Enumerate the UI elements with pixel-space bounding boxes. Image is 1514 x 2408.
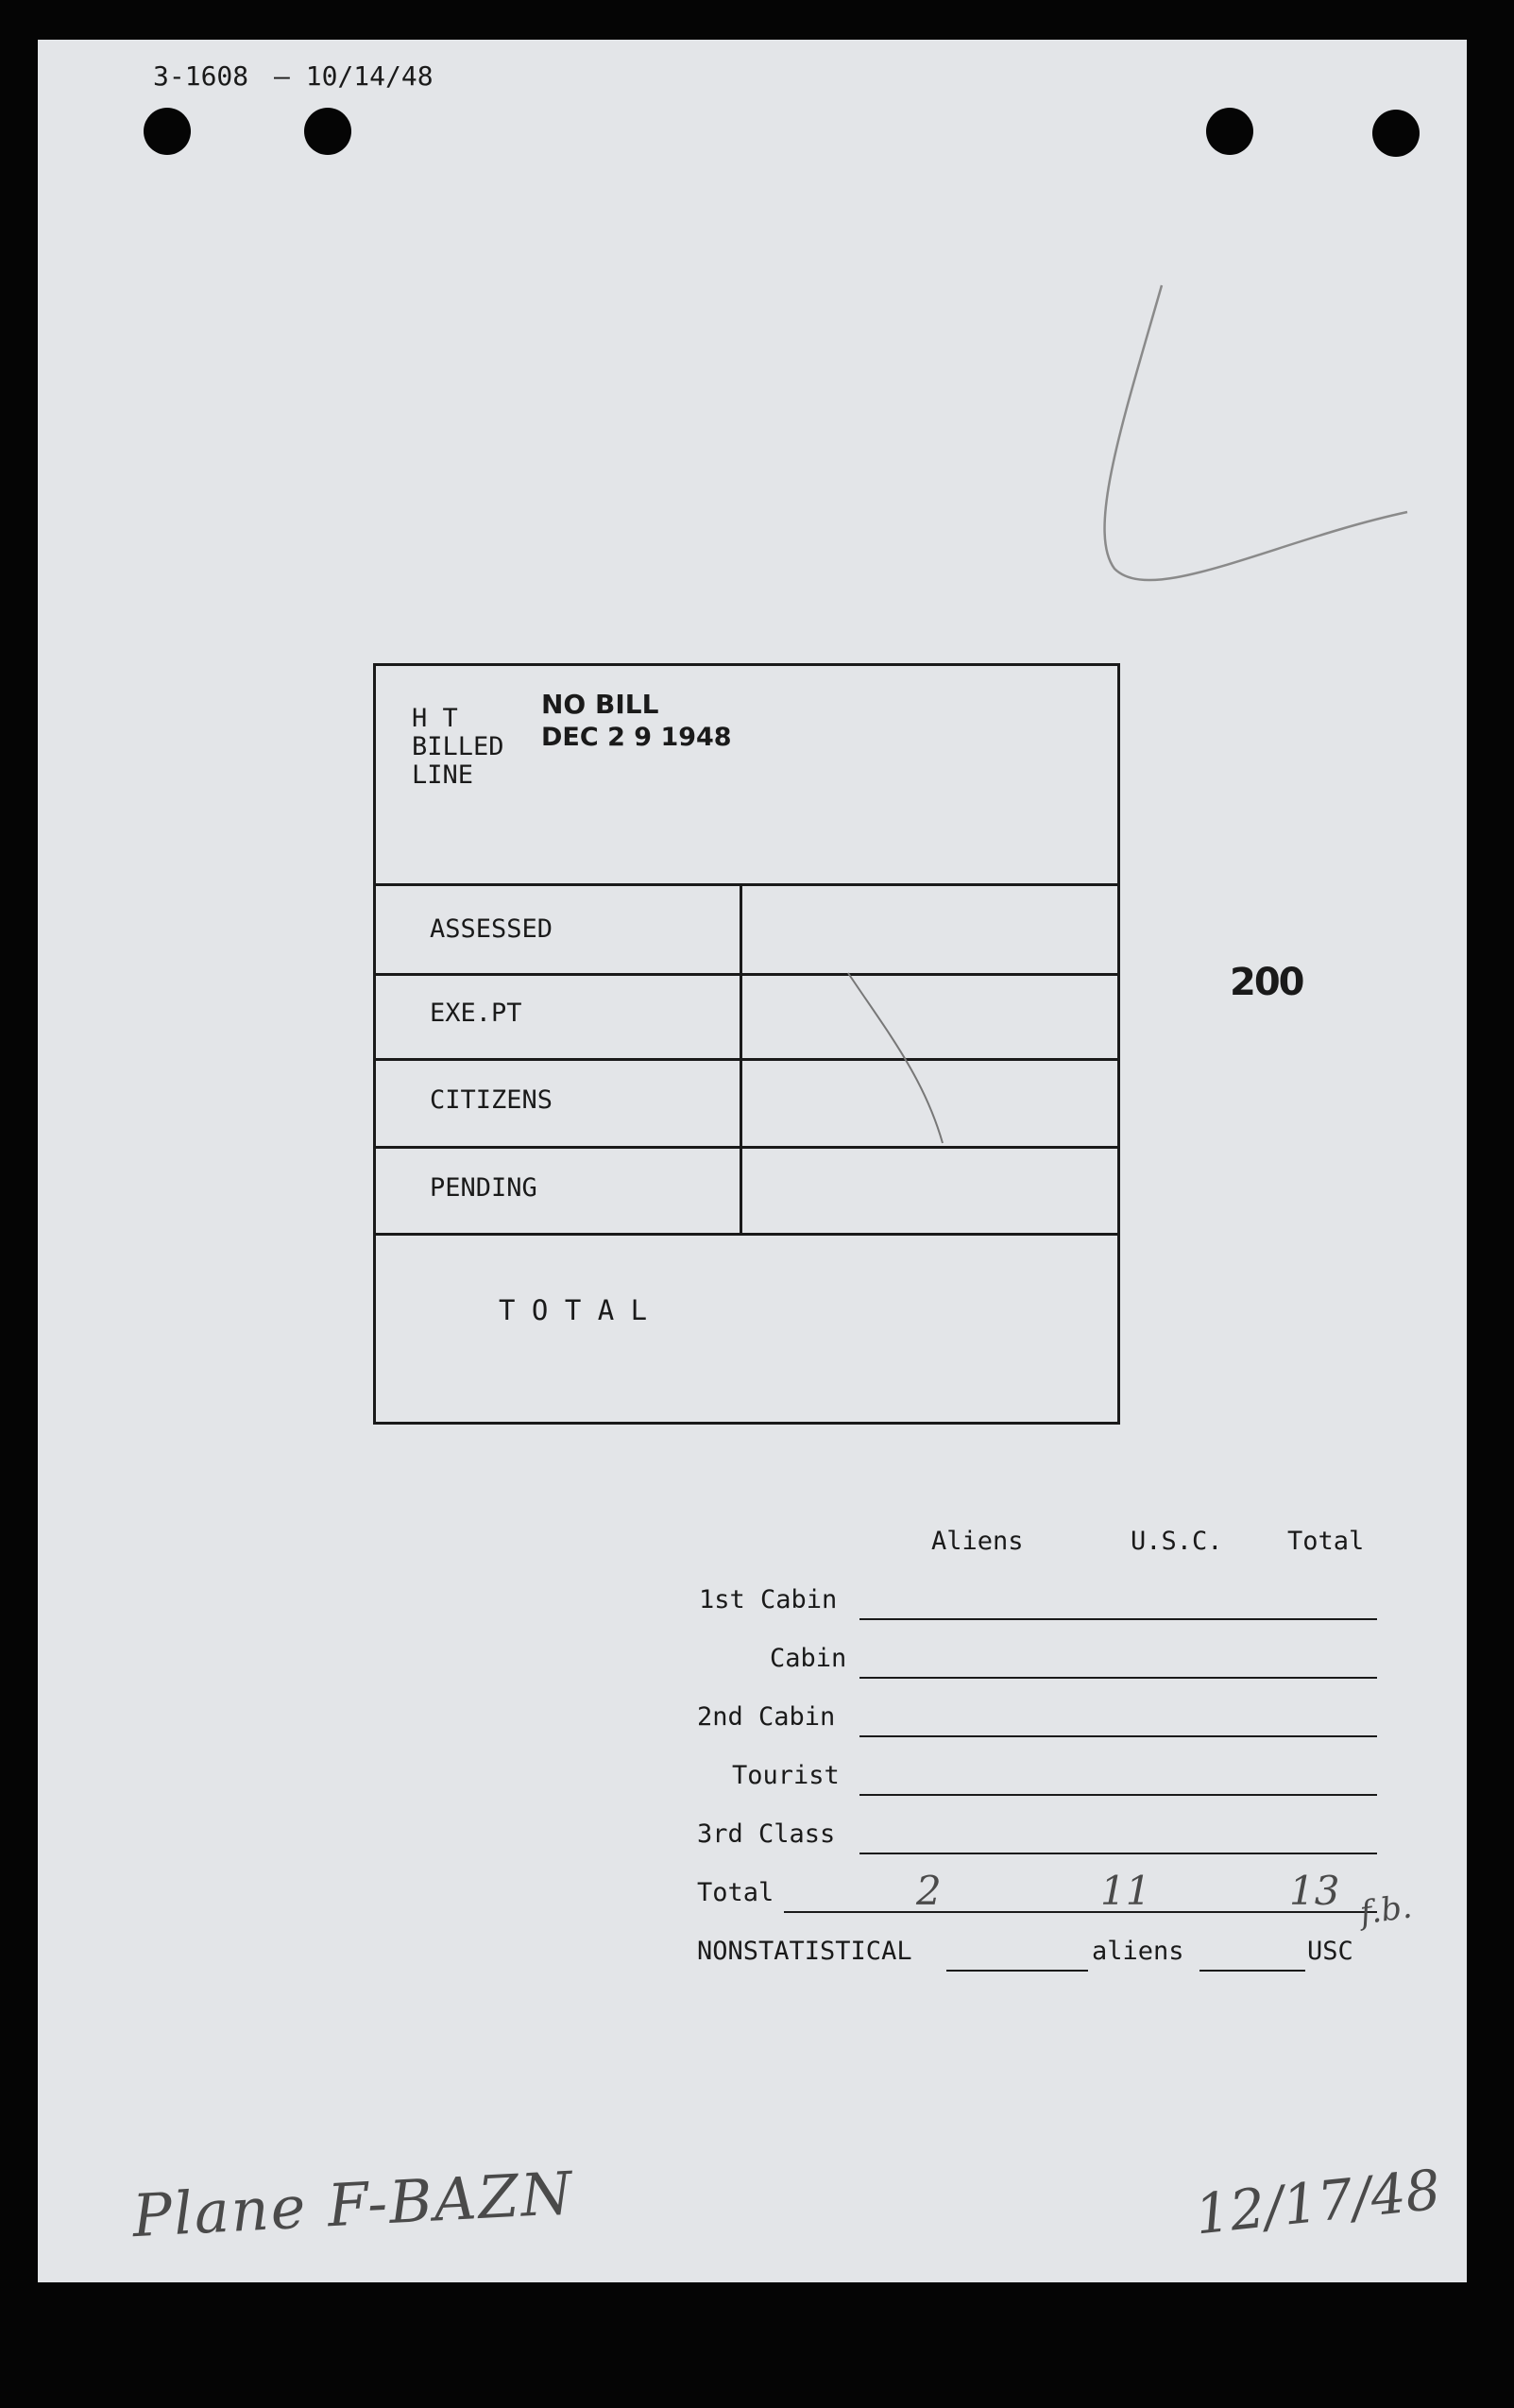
row-citizens: CITIZENS — [430, 1085, 553, 1115]
row-cabin: Cabin — [770, 1644, 847, 1673]
punch-hole — [304, 108, 351, 155]
date-handwriting: 12/17/48 — [1192, 2157, 1444, 2247]
pencil-mark — [1039, 229, 1454, 625]
row-assessed: ASSESSED — [430, 914, 553, 944]
pencil-tick — [839, 964, 961, 1153]
plane-handwriting: Plane F-BAZN — [130, 2158, 576, 2251]
form-number: 3-1608 — [153, 60, 249, 92]
col-aliens: Aliens — [931, 1527, 1024, 1556]
total-total-value: 13 — [1289, 1868, 1340, 1914]
row-exempt: EXE.PT — [430, 999, 522, 1028]
manifest-box — [373, 663, 1120, 1425]
document-page — [38, 40, 1467, 2282]
side-number: 200 — [1230, 961, 1303, 1004]
row-3rd-class: 3rd Class — [697, 1819, 836, 1849]
nonstat-aliens-label: aliens — [1092, 1937, 1184, 1966]
stamp-date: DEC 2 9 1948 — [541, 723, 732, 752]
row-2nd-cabin: 2nd Cabin — [697, 1702, 836, 1732]
row-pending: PENDING — [430, 1173, 537, 1203]
punch-hole — [144, 108, 191, 155]
stamp-line-line: LINE — [412, 760, 474, 790]
total-aliens-value: 2 — [916, 1868, 942, 1914]
nonstat-usc-label: USC — [1307, 1937, 1353, 1966]
col-total: Total — [1287, 1527, 1365, 1556]
stamp-line-ht: H T — [412, 704, 458, 733]
row-total: Total — [697, 1878, 774, 1907]
total-label: T O T A L — [499, 1294, 648, 1326]
row-nonstatistical: NONSTATISTICAL — [697, 1937, 912, 1966]
stamp-line-billed: BILLED — [412, 732, 504, 761]
col-usc: U.S.C. — [1131, 1527, 1223, 1556]
punch-hole — [1372, 110, 1420, 157]
row-1st-cabin: 1st Cabin — [699, 1585, 838, 1614]
total-usc-value: 11 — [1100, 1868, 1151, 1914]
punch-hole — [1206, 108, 1253, 155]
row-tourist: Tourist — [732, 1761, 840, 1790]
stamp-no-bill: NO BILL — [541, 689, 659, 720]
initials: f.b. — [1357, 1887, 1415, 1933]
form-date: — 10/14/48 — [274, 60, 434, 92]
